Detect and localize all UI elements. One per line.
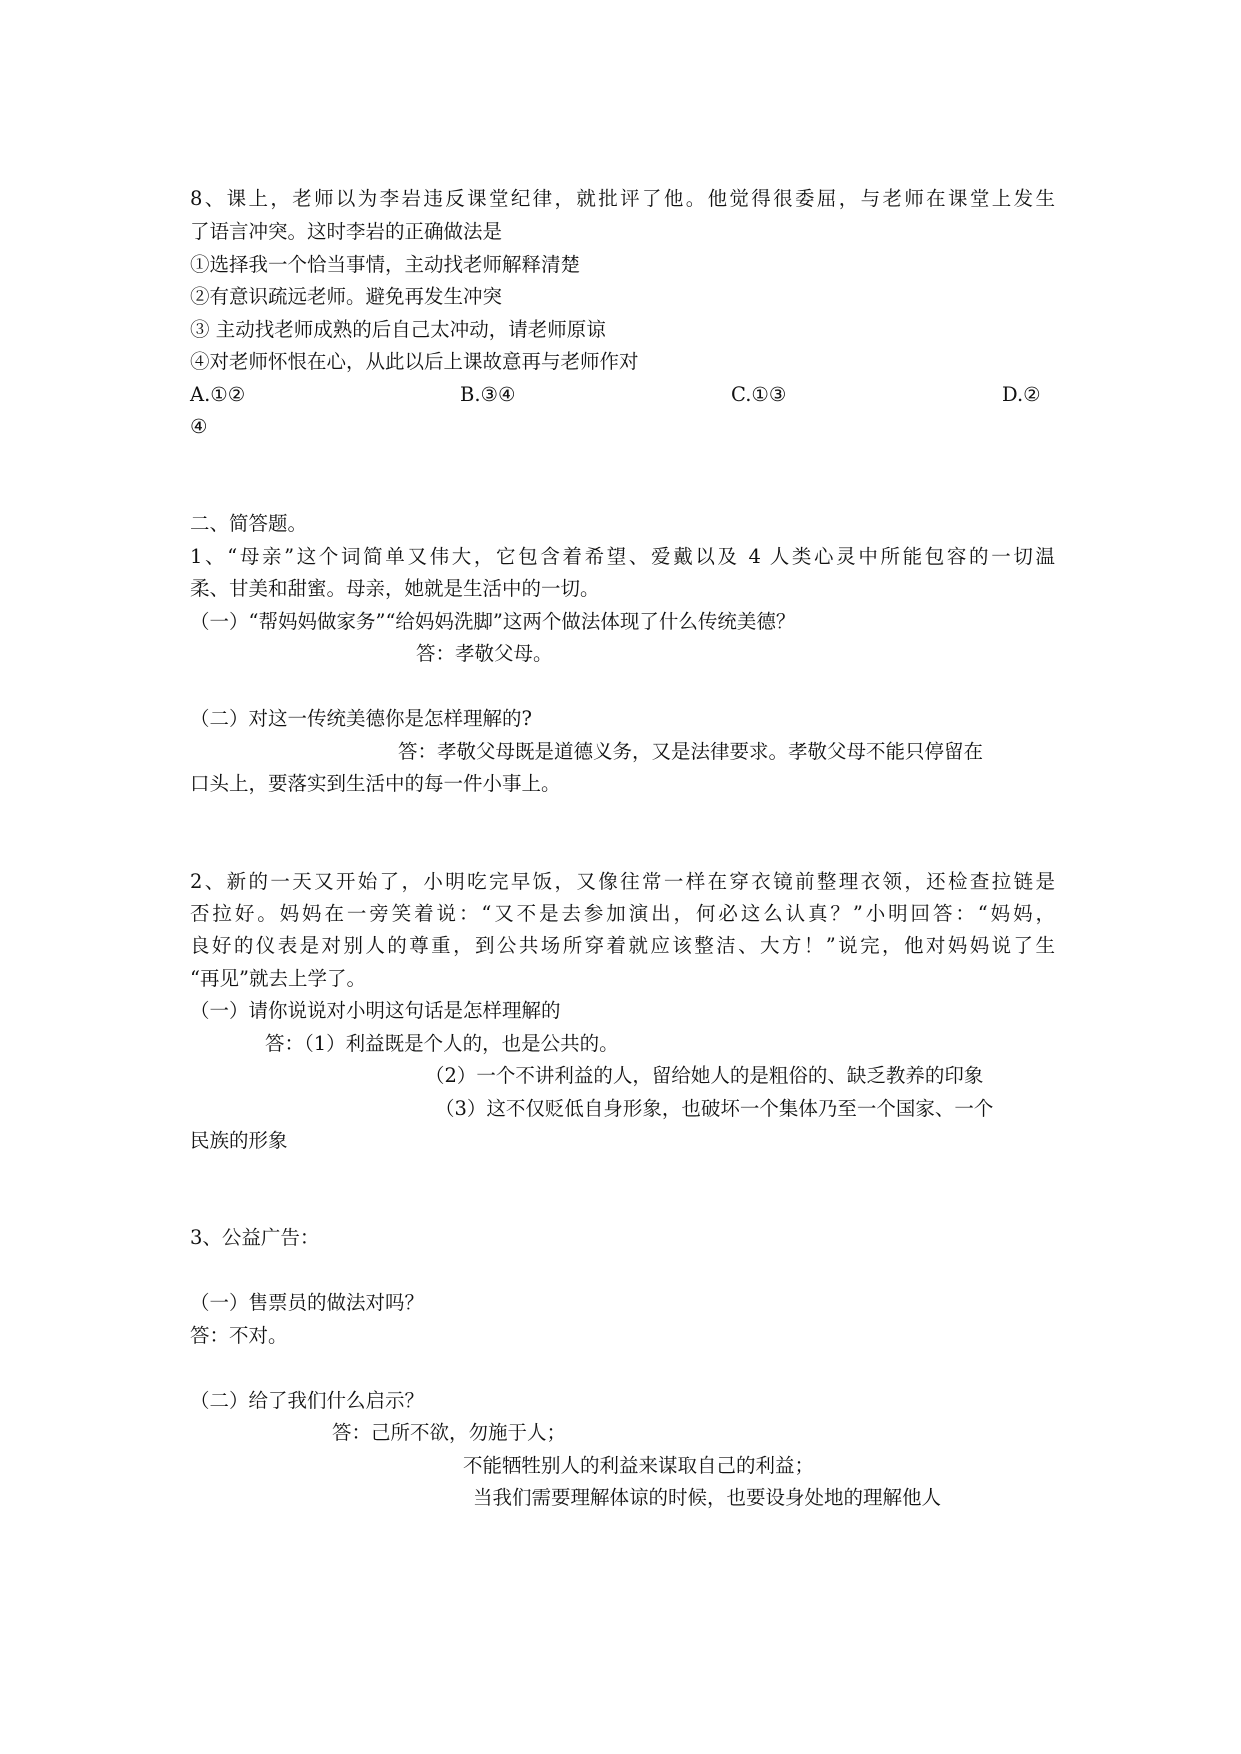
p2-line-3: 良好的仪表是对别人的尊重，到公共场所穿着就应该整洁、大方！”说完，他对妈妈说了生 [190, 934, 1055, 957]
p1-sub2-answer-line-1: 答：孝敬父母既是道德义务，又是法律要求。孝敬父母不能只停留在 [398, 740, 984, 763]
p2-line-1: 2、新的一天又开始了，小明吃完早饭，又像往常一样在穿衣镜前整理衣领，还检查拉链是 [190, 870, 1055, 893]
q8-choice-c: C.①③ [731, 383, 787, 406]
p1-line-2: 柔、甘美和甜蜜。母亲，她就是生活中的一切。 [190, 577, 600, 600]
p2-line-2: 否拉好。妈妈在一旁笑着说：“又不是去参加演出，何必这么认真？”小明回答：“妈妈， [190, 902, 1055, 925]
p1-sub2-question: （二）对这一传统美德你是怎样理解的? [190, 707, 532, 730]
p3-sub2-question: （二）给了我们什么启示？ [190, 1389, 425, 1412]
p2-answer-3-wrap: 民族的形象 [190, 1129, 288, 1152]
q8-stem-line-2: 了语言冲突。这时李岩的正确做法是 [190, 220, 503, 243]
section-title: 二、简答题。 [190, 512, 308, 535]
p2-answer-2: （2）一个不讲利益的人，留给她人的是粗俗的、缺乏教养的印象 [425, 1064, 984, 1087]
p2-sub1-question: （一）请你说说对小明这句话是怎样理解的 [190, 999, 561, 1022]
p1-line-1: 1、“母亲”这个词简单又伟大，它包含着希望、爱戴以及 4 人类心灵中所能包容的一切温 [190, 545, 1055, 568]
q8-choice-d: D.② [1002, 383, 1041, 406]
q8-choice-b: B.③④ [460, 383, 516, 406]
p1-sub2-answer-line-2: 口头上，要落实到生活中的每一件小事上。 [190, 772, 561, 795]
q8-stem-line-1: 8、课上，老师以为李岩违反课堂纪律，就批评了他。他觉得很委屈，与老师在课堂上发生 [190, 187, 1055, 210]
p3-sub1-answer: 答：不对。 [190, 1324, 288, 1347]
p1-sub1-question: （一）“帮妈妈做家务”“给妈妈洗脚”这两个做法体现了什么传统美德？ [190, 610, 796, 633]
p3-sub1-question: （一）售票员的做法对吗？ [190, 1291, 425, 1314]
q8-choice-d-wrap: ④ [190, 415, 208, 438]
q8-choice-a: A.①② [190, 383, 246, 406]
p3-answer-3: 当我们需要理解体谅的时候，也要设身处地的理解他人 [473, 1486, 942, 1509]
p3-answer-1: 答：己所不欲，勿施于人； [332, 1421, 567, 1444]
p2-answer-3: （3）这不仅贬低自身形象，也破坏一个集体乃至一个国家、一个 [435, 1097, 994, 1120]
q8-option-4: ④对老师怀恨在心，从此以后上课故意再与老师作对 [190, 350, 639, 373]
p2-line-4: “再见”就去上学了。 [190, 967, 366, 990]
q8-option-1: ①选择我一个恰当事情，主动找老师解释清楚 [190, 253, 581, 276]
q8-option-2: ②有意识疏远老师。避免再发生冲突 [190, 285, 503, 308]
p3-title: 3、公益广告： [190, 1226, 320, 1249]
p2-answer-1: 答：（1）利益既是个人的，也是公共的。 [265, 1032, 619, 1055]
p1-sub1-answer: 答：孝敬父母。 [416, 642, 553, 665]
q8-option-3: ③ 主动找老师成熟的后自己太冲动，请老师原谅 [190, 318, 606, 341]
p3-answer-2: 不能牺牲别人的利益来谋取自己的利益； [463, 1454, 815, 1477]
